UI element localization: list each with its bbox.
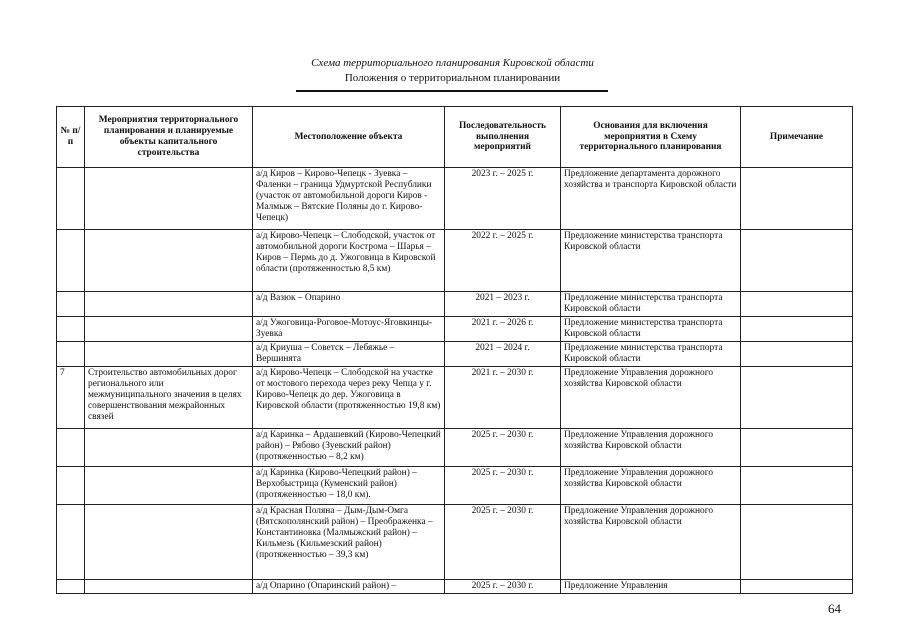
cell-location: а/д Кирово-Чепецк – Слободской, участок от автомобильной дороги Кострома – Шарья – Киров – Пермь до д. Ужоговица в Кировской области (протяженностью 8,5 км) xyxy=(253,230,445,292)
cell-basis: Предложение министерства транспорта Кировской области xyxy=(561,230,741,292)
cell-measures xyxy=(85,317,253,342)
cell-note xyxy=(741,342,853,367)
cell-location: а/д Каринка – Ардашевкий (Кирово-Чепецкий район) – Рябово (Зуевский район) (протяженностью – 8,2 км) xyxy=(253,429,445,467)
cell-num xyxy=(57,467,85,505)
cell-location: а/д Киров – Кирово-Чепецк - Зуевка – Фаленки – граница Удмуртской Республики (участок от автомобильной дороги Киров - Малмыж – Вятские Поляны до г. Кирово-Чепецк) xyxy=(253,168,445,230)
header-sequence: Последовательность выполнения мероприятий xyxy=(445,107,561,168)
cell-num xyxy=(57,168,85,230)
cell-note xyxy=(741,230,853,292)
page-number: 64 xyxy=(828,601,841,616)
header-location: Местоположение объекта xyxy=(253,107,445,168)
cell-sequence: 2025 г. – 2030 г. xyxy=(445,429,561,467)
cell-sequence: 2021 – 2024 г. xyxy=(445,342,561,367)
cell-sequence: 2023 г. – 2025 г. xyxy=(445,168,561,230)
cell-sequence: 2021 г. – 2030 г. xyxy=(445,367,561,429)
cell-measures xyxy=(85,292,253,317)
table-row xyxy=(57,168,853,230)
cell-note xyxy=(741,292,853,317)
cell-note xyxy=(741,429,853,467)
cell-measures xyxy=(85,342,253,367)
cell-num: 7 xyxy=(57,367,85,429)
header-measures: Мероприятия территориального планирования и планируемые объекты капитального строительства xyxy=(85,107,253,168)
cell-location: а/д Криуша – Советск – Лебяжье – Вершинята xyxy=(253,342,445,367)
table-row xyxy=(57,429,853,467)
cell-num xyxy=(57,230,85,292)
cell-note xyxy=(741,317,853,342)
cell-measures xyxy=(85,230,253,292)
cell-basis: Предложение Управления xyxy=(561,580,741,594)
cell-num xyxy=(57,317,85,342)
cell-basis: Предложение Управления дорожного хозяйства Кировской области xyxy=(561,467,741,505)
cell-location: а/д Каринка (Кирово-Чепецкий район) – Верхобыстрица (Куменский район) (протяженностью – 18,0 км). xyxy=(253,467,445,505)
cell-num xyxy=(57,292,85,317)
cell-basis: Предложение Управления дорожного хозяйства Кировской области xyxy=(561,505,741,580)
header-note: Примечание xyxy=(741,107,853,168)
cell-measures xyxy=(85,580,253,594)
table-row xyxy=(57,580,853,594)
cell-num xyxy=(57,342,85,367)
title-underline xyxy=(296,90,608,92)
cell-location: а/д Ужоговица-Роговое-Мотоус-Яговкинцы-Зуевка xyxy=(253,317,445,342)
cell-basis: Предложение Управления дорожного хозяйства Кировской области xyxy=(561,429,741,467)
table-row xyxy=(57,505,853,580)
document-title: Схема территориального планирования Кировской области xyxy=(311,57,594,69)
cell-sequence: 2021 – 2023 г. xyxy=(445,292,561,317)
cell-basis: Предложение министерства транспорта Кировской области xyxy=(561,342,741,367)
cell-location: а/д Кирово-Чепецк – Слободской на участке от мостового перехода через реку Чепца у г. Кирово-Чепецк до дер. Ужоговица в Кировской области (протяженностью 19,8 км) xyxy=(253,367,445,429)
cell-sequence: 2021 г. – 2026 г. xyxy=(445,317,561,342)
table-row xyxy=(57,342,853,367)
cell-sequence: 2025 г. – 2030 г. xyxy=(445,580,561,594)
cell-note xyxy=(741,168,853,230)
cell-measures xyxy=(85,467,253,505)
table-row xyxy=(57,292,853,317)
cell-location: а/д Вазюк – Опарино xyxy=(253,292,445,317)
document-subtitle: Положения о территориальном планировании xyxy=(344,72,561,84)
table-row xyxy=(57,367,853,429)
cell-num xyxy=(57,505,85,580)
cell-sequence: 2025 г. – 2030 г. xyxy=(445,467,561,505)
cell-measures xyxy=(85,505,253,580)
table-row xyxy=(57,467,853,505)
header-num: № п/п xyxy=(57,107,85,168)
cell-note xyxy=(741,505,853,580)
table-row xyxy=(57,230,853,292)
cell-sequence: 2025 г. – 2030 г. xyxy=(445,505,561,580)
planning-table xyxy=(56,106,853,594)
cell-location: а/д Красная Поляна – Дым-Дым-Омга (Вятскополянский район) – Преображенка – Константиновка (Малмыжский район) – Кильмезь (Кильмезский район) (протяженностью – 39,3 км) xyxy=(253,505,445,580)
table-row xyxy=(57,317,853,342)
table-header-row xyxy=(57,107,853,168)
cell-sequence: 2022 г. – 2025 г. xyxy=(445,230,561,292)
cell-note xyxy=(741,467,853,505)
cell-note xyxy=(741,580,853,594)
cell-measures xyxy=(85,168,253,230)
cell-num xyxy=(57,580,85,594)
cell-basis: Предложение министерства транспорта Кировской области xyxy=(561,292,741,317)
cell-measures xyxy=(85,429,253,467)
cell-note xyxy=(741,367,853,429)
cell-measures: Строительство автомобильных дорог регионального или межмуниципального значения в целях совершенствования межрайонных связей xyxy=(85,367,253,429)
cell-basis: Предложение департамента дорожного хозяйства и транспорта Кировской области xyxy=(561,168,741,230)
cell-num xyxy=(57,429,85,467)
header-basis: Основания для включения мероприятия в Схему территориального планирования xyxy=(561,107,741,168)
cell-basis: Предложение министерства транспорта Кировской области xyxy=(561,317,741,342)
cell-basis: Предложение Управления дорожного хозяйства Кировской области xyxy=(561,367,741,429)
cell-location: а/д Опарино (Опаринский район) – xyxy=(253,580,445,594)
